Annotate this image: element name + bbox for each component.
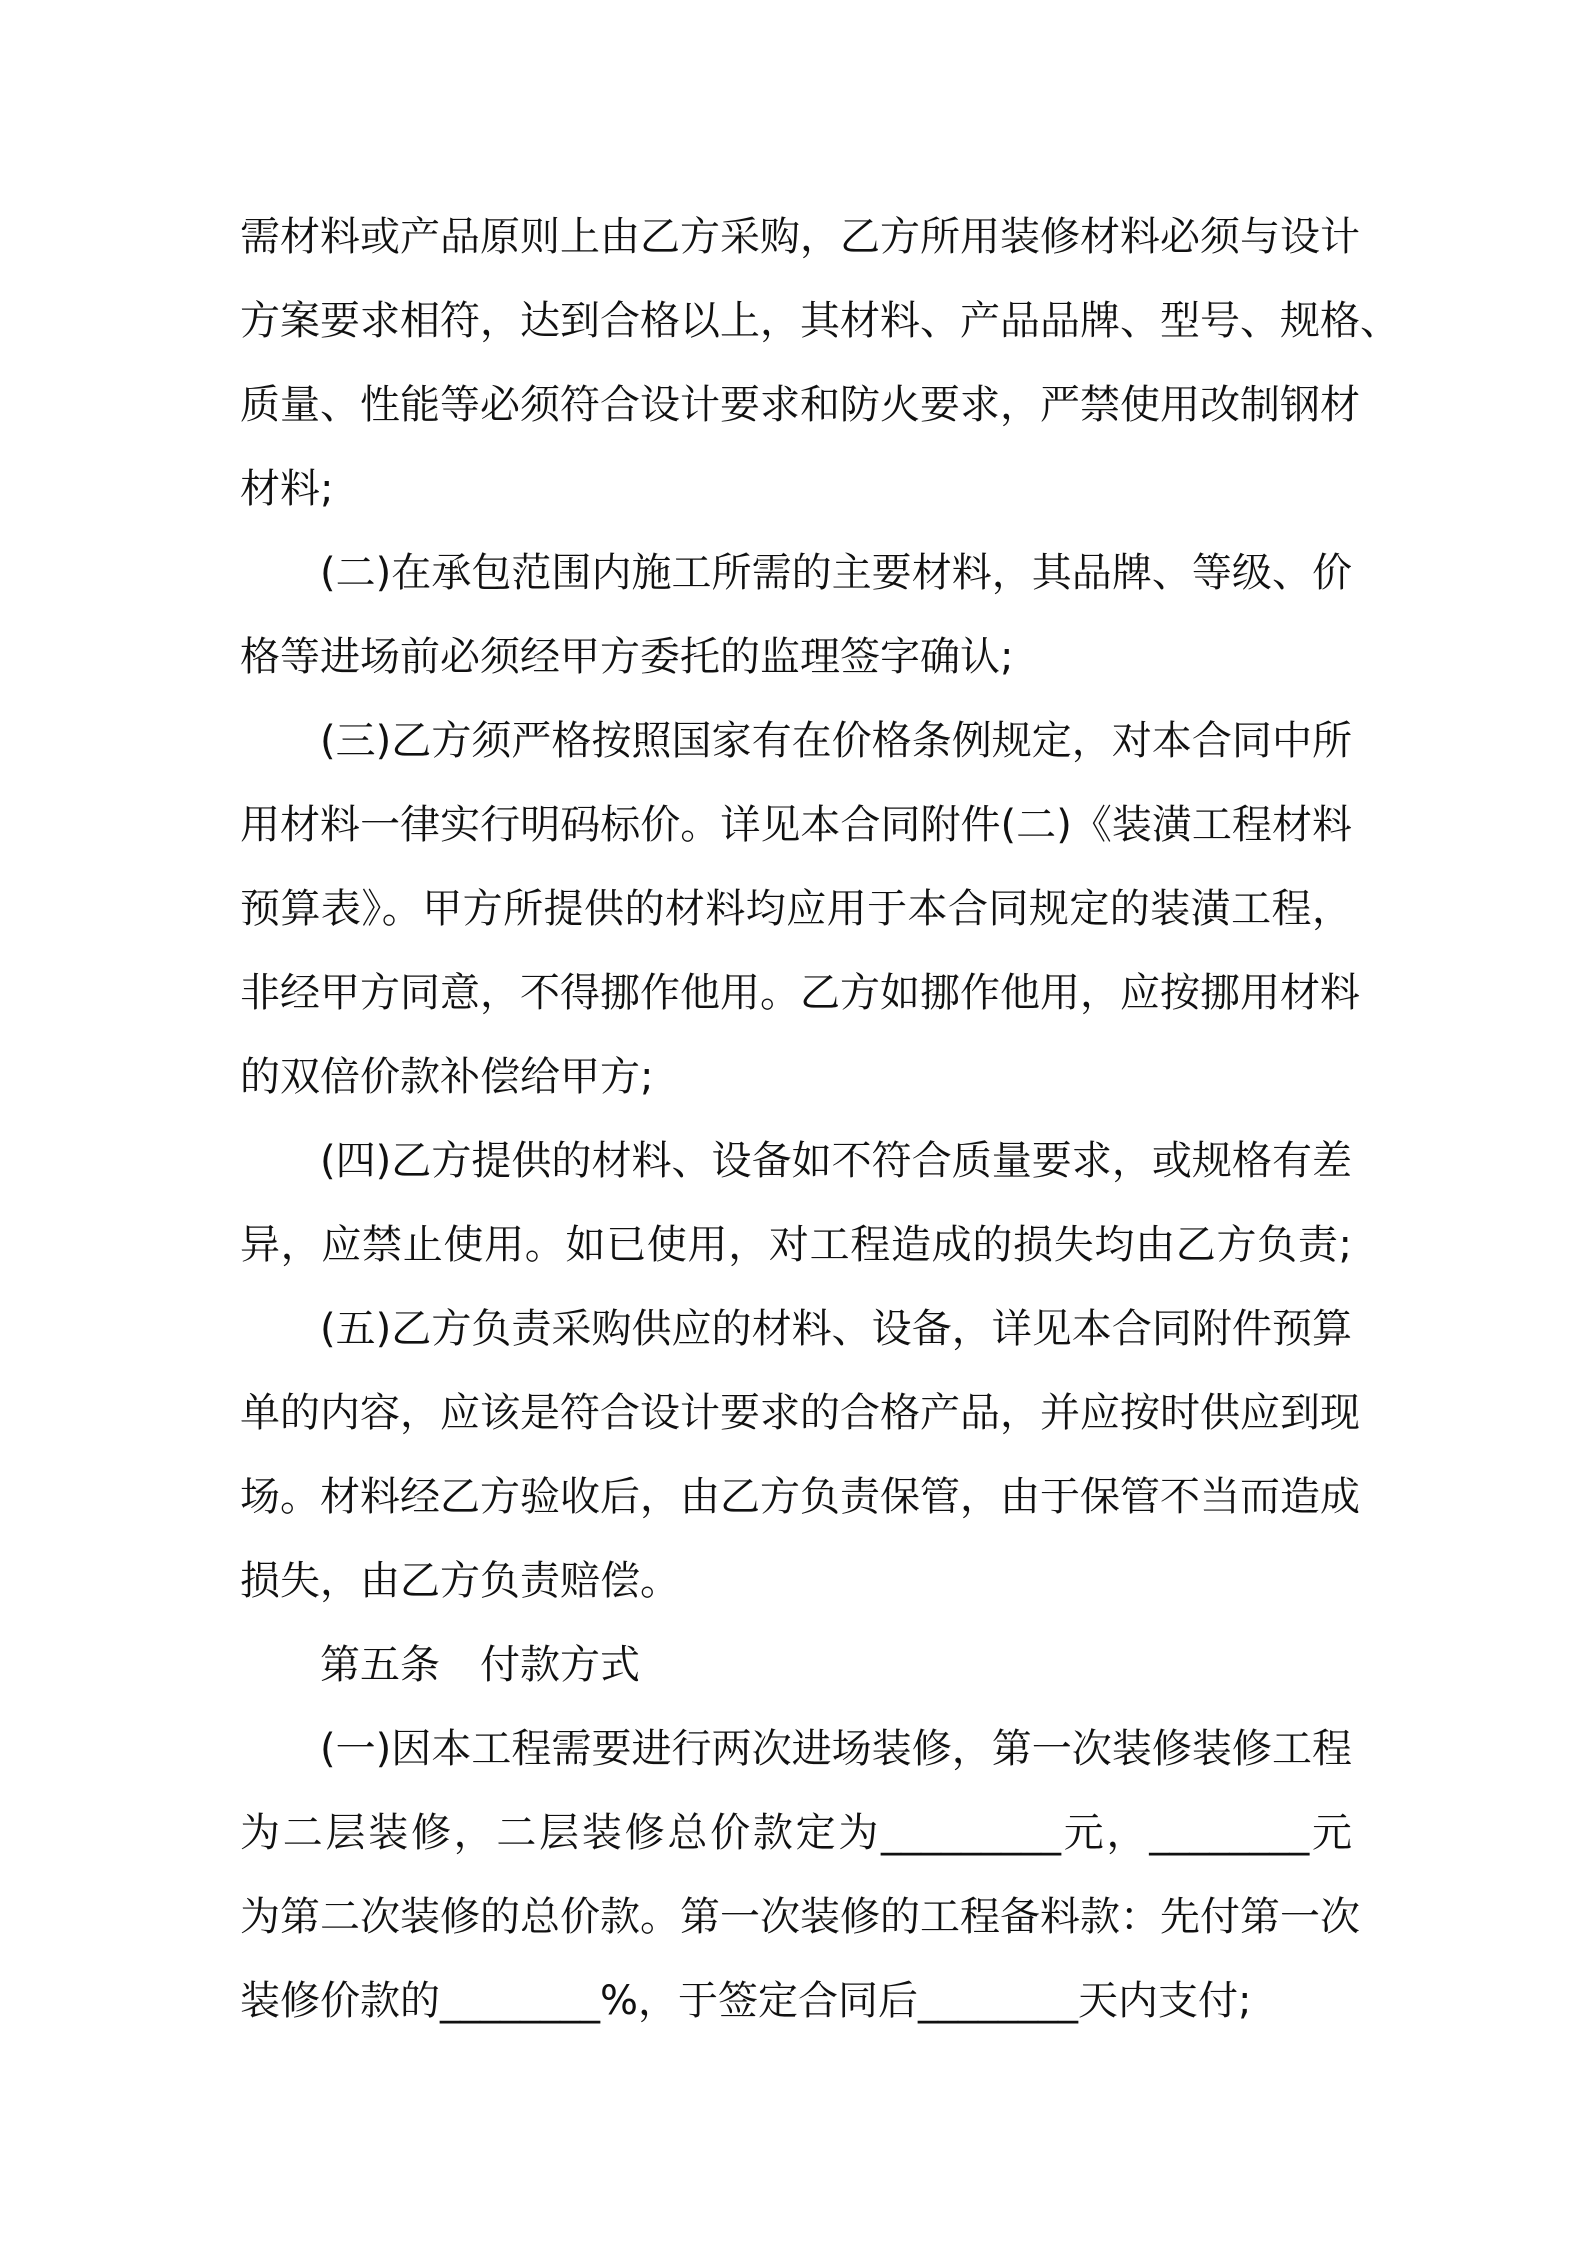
- text-line: (二)在承包范围内施工所需的主要材料，其品牌、等级、价: [320, 550, 1352, 596]
- text-line: 场。材料经乙方验收后，由乙方负责保管，由于保管不当而造成: [240, 1474, 1360, 1520]
- text-line: 的双倍价款补偿给甲方;: [240, 1054, 654, 1100]
- text-line: 用材料一律实行明码标价。详见本合同附件(二)《装潢工程材料: [240, 802, 1352, 848]
- paragraph-materials-continued: [240, 195, 1400, 531]
- text-line: 预算表》。甲方所提供的材料均应用于本合同规定的装潢工程，: [240, 886, 1352, 932]
- text-line: 为第二次装修的总价款。第一次装修的工程备料款：先付第一次: [240, 1894, 1360, 1940]
- text-line: (四)乙方提供的材料、设备如不符合质量要求，或规格有差: [320, 1138, 1352, 1184]
- article-5-heading: [240, 1623, 1352, 1707]
- article-heading-text: 第五条 付款方式: [320, 1642, 640, 1688]
- clause-2-paragraph: [240, 531, 1352, 699]
- text-line: 为二层装修，二层装修总价款定为_________元，________元: [240, 1810, 1352, 1856]
- document-body: [240, 195, 1400, 2043]
- text-line: 非经甲方同意，不得挪作他用。乙方如挪作他用，应按挪用材料: [240, 970, 1360, 1016]
- clause-5-paragraph: [240, 1287, 1360, 1623]
- text-line: 方案要求相符，达到合格以上，其材料、产品品牌、型号、规格、: [240, 298, 1400, 344]
- text-line: 格等进场前必须经甲方委托的监理签字确认;: [240, 634, 1014, 680]
- text-line: 异，应禁止使用。如已使用，对工程造成的损失均由乙方负责;: [240, 1222, 1352, 1268]
- text-line: 单的内容，应该是符合设计要求的合格产品，并应按时供应到现: [240, 1390, 1360, 1436]
- text-line: (一)因本工程需要进行两次进场装修，第一次装修装修工程: [320, 1726, 1352, 1772]
- clause-4-paragraph: [240, 1119, 1352, 1287]
- clause-3-paragraph: [240, 699, 1360, 1119]
- text-line: 需材料或产品原则上由乙方采购，乙方所用装修材料必须与设计: [240, 214, 1360, 260]
- text-line: 装修价款的________%，于签定合同后________天内支付;: [240, 1978, 1252, 2024]
- text-line: (五)乙方负责采购供应的材料、设备，详见本合同附件预算: [320, 1306, 1352, 1352]
- text-line: (三)乙方须严格按照国家有在价格条例规定，对本合同中所: [320, 718, 1352, 764]
- text-line: 质量、性能等必须符合设计要求和防火要求，严禁使用改制钢材: [240, 382, 1360, 428]
- text-line: 损失，由乙方负责赔偿。: [240, 1558, 680, 1604]
- text-line: 材料;: [240, 466, 334, 512]
- payment-clause-1-paragraph: [240, 1707, 1360, 2043]
